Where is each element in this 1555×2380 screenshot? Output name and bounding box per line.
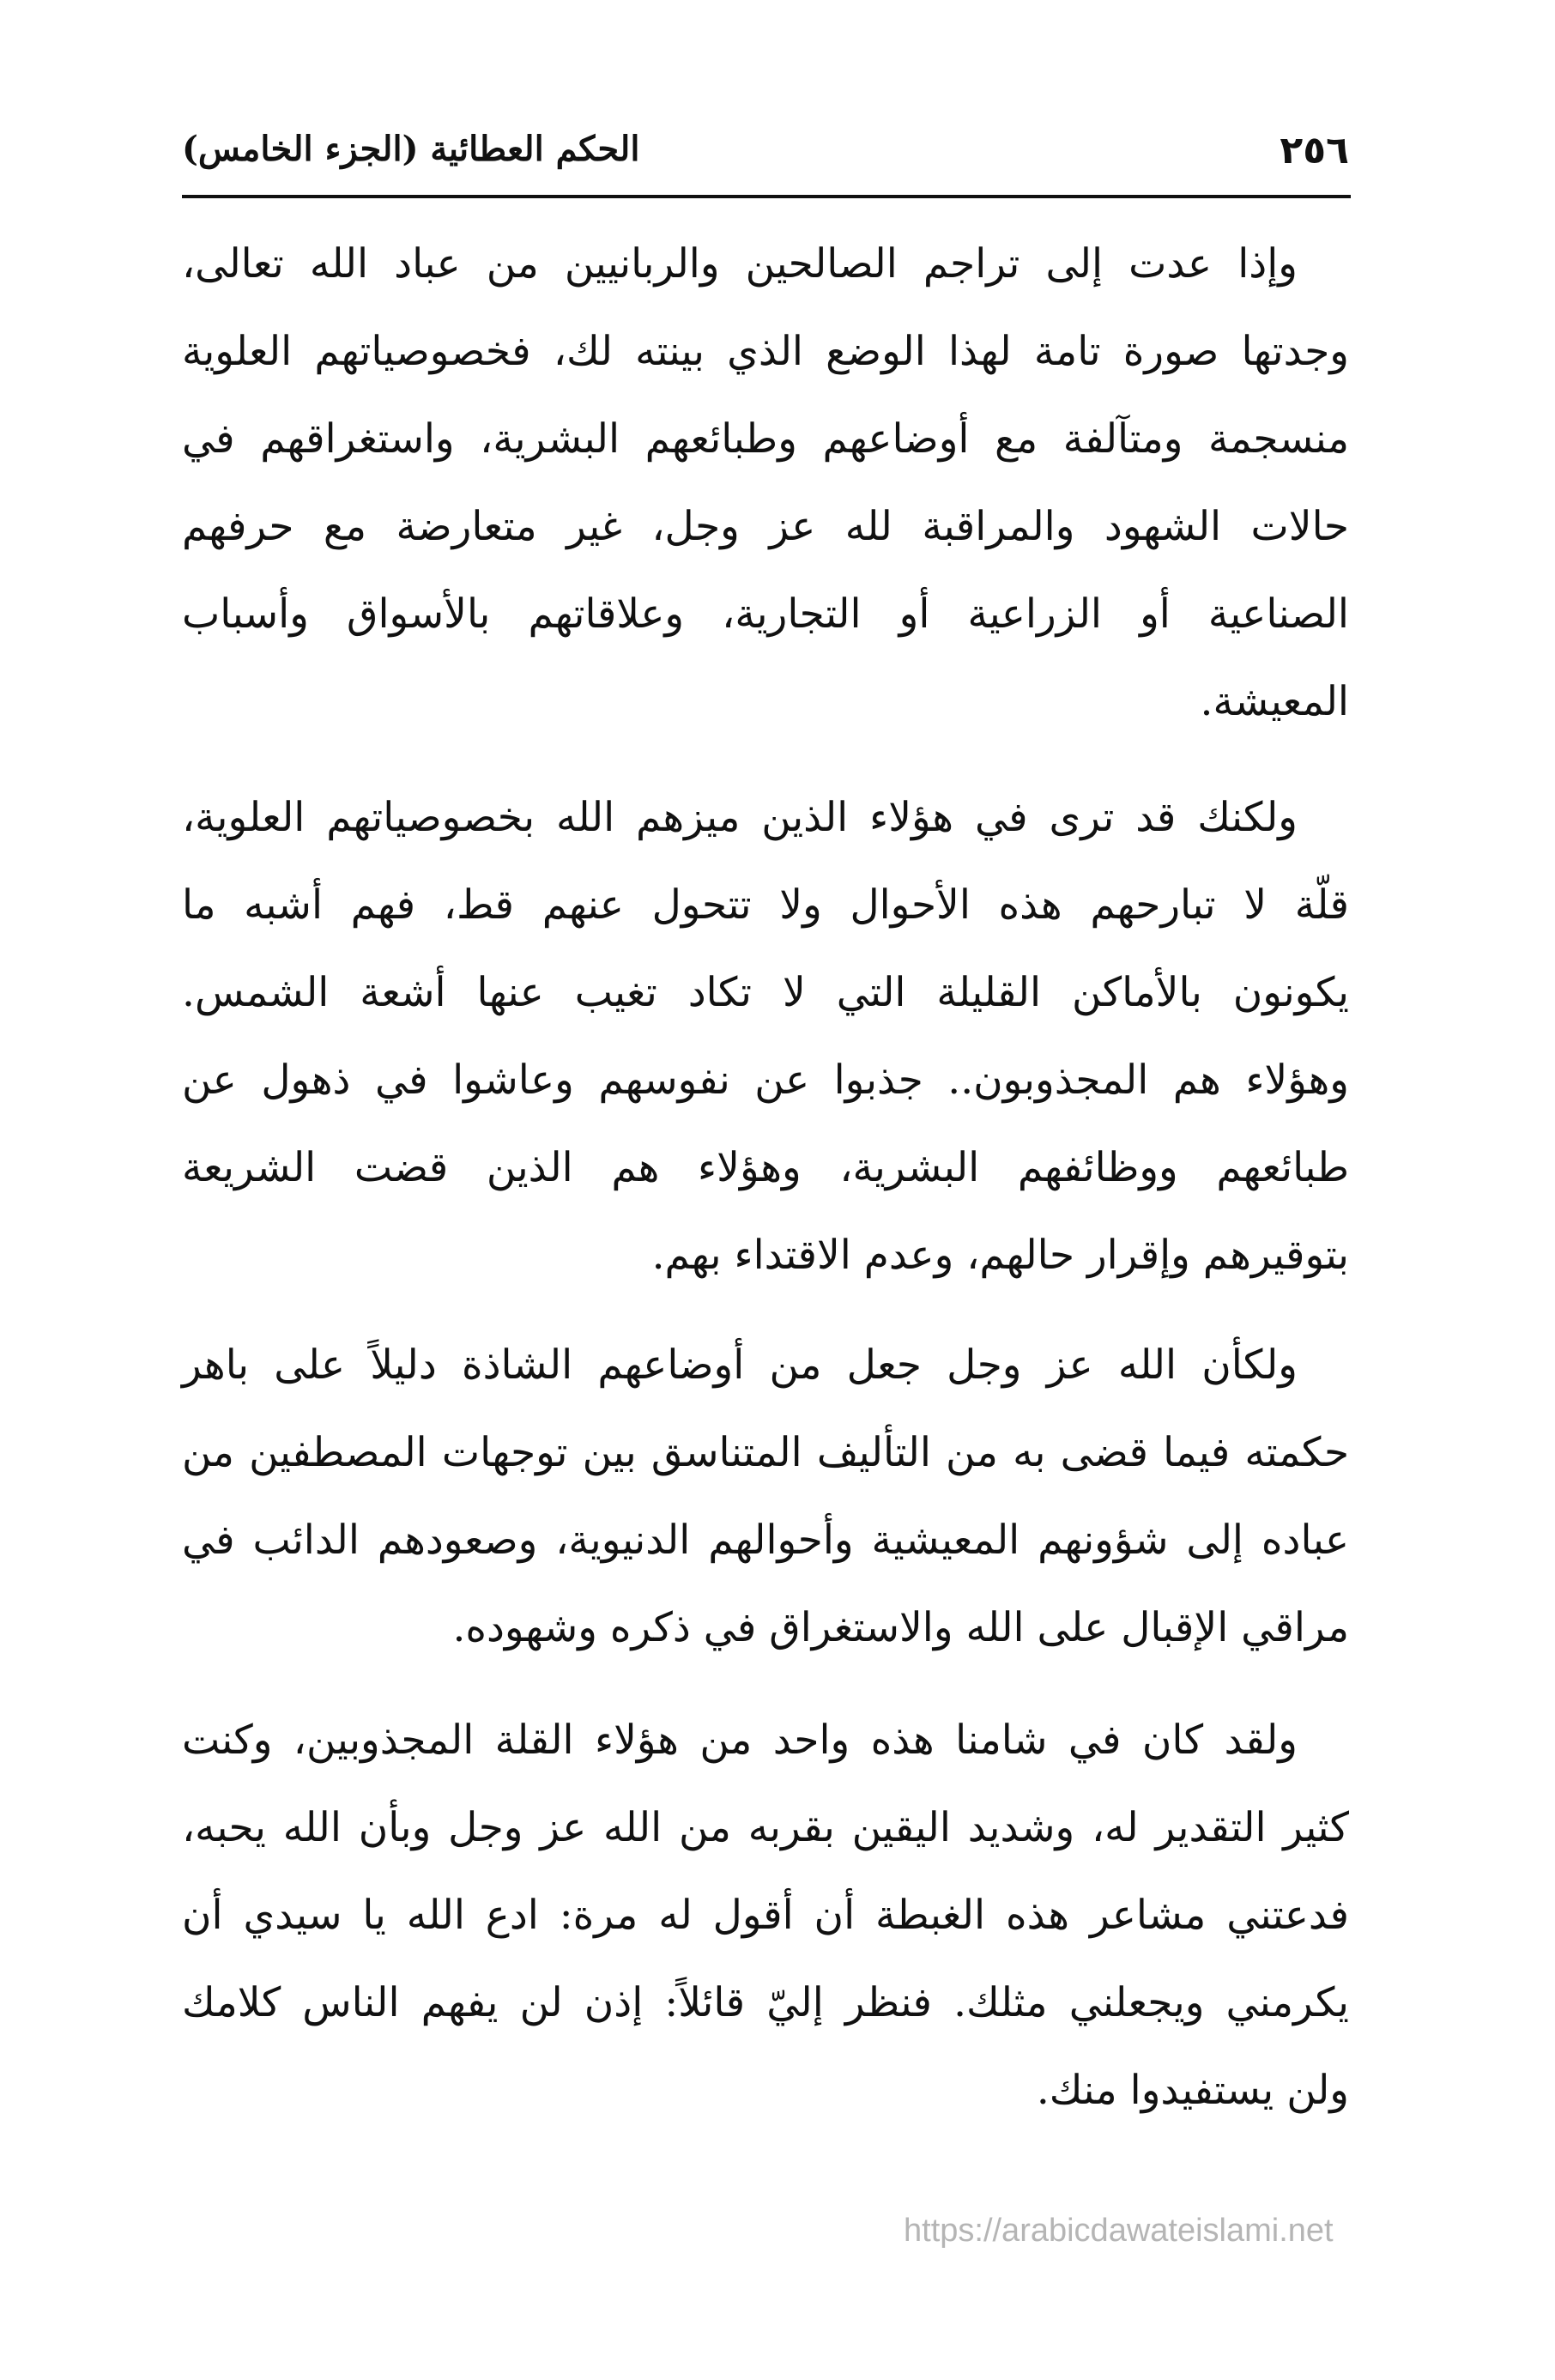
header-rule bbox=[182, 195, 1351, 198]
paragraph-3-line: ولكأن الله عز وجل جعل من أوضاعهم الشاذة دليلاً على باهر bbox=[182, 1341, 1298, 1389]
paragraph-2-line: قلّة لا تبارحهم هذه الأحوال ولا تتحول عنهم قط، فهم أشبه ما bbox=[182, 881, 1349, 929]
paragraph-1-line: حالات الشهود والمراقبة لله عز وجل، غير متعارضة مع حرفهم bbox=[182, 503, 1349, 550]
paragraph-4-line: ولن يستفيدوا منك. bbox=[1036, 2067, 1349, 2114]
paragraph-2-line: طبائعهم ووظائفهم البشرية، وهؤلاء هم الذين قضت الشريعة bbox=[182, 1144, 1349, 1191]
paragraph-2-line: وهؤلاء هم المجذوبون.. جذبوا عن نفوسهم وعاشوا في ذهول عن bbox=[182, 1057, 1349, 1104]
paragraph-4-line: كثير التقدير له، وشديد اليقين بقربه من الله عز وجل وبأن الله يحبه، bbox=[182, 1804, 1349, 1851]
paragraph-2-line: بتوقيرهم وإقرار حالهم، وعدم الاقتداء بهم. bbox=[651, 1232, 1349, 1279]
paragraph-1-line: منسجمة ومتآلفة مع أوضاعهم وطبائعهم البشرية، واستغراقهم في bbox=[182, 415, 1349, 463]
paragraph-3-line: حكمته فيما قضى به من التأليف المتناسق بين توجهات المصطفين من bbox=[182, 1429, 1349, 1476]
paragraph-1-line: المعيشة. bbox=[1200, 678, 1349, 725]
paragraph-1-line: وإذا عدت إلى تراجم الصالحين والربانيين من عباد الله تعالى، bbox=[182, 240, 1298, 288]
paragraph-4-line: ولقد كان في شامنا هذه واحد من هؤلاء القلة المجذوبين، وكنت bbox=[182, 1717, 1298, 1764]
page-number: ٢٥٦ bbox=[1280, 129, 1349, 173]
paragraph-1-line: وجدتها صورة تامة لهذا الوضع الذي بينته لك، فخصوصياتهم العلوية bbox=[182, 328, 1349, 375]
page-header bbox=[182, 129, 1349, 189]
paragraph-2-line: ولكنك قد ترى في هؤلاء الذين ميزهم الله بخصوصياتهم العلوية، bbox=[182, 794, 1298, 841]
running-title: الحكم العطائية (الجزء الخامس) bbox=[182, 129, 640, 169]
paragraph-3-line: مراقي الإقبال على الله والاستغراق في ذكره وشهوده. bbox=[452, 1604, 1349, 1651]
watermark-url: https://arabicdawateislami.net bbox=[904, 2213, 1334, 2249]
paragraph-2-line: يكونون بالأماكن القليلة التي لا تكاد تغيب عنها أشعة الشمس. bbox=[182, 969, 1349, 1016]
paragraph-3-line: عباده إلى شؤونهم المعيشية وأحوالهم الدنيوية، وصعودهم الدائب في bbox=[182, 1517, 1349, 1564]
paragraph-4-line: يكرمني ويجعلني مثلك. فنظر إليّ قائلاً: إذن لن يفهم الناس كلامك bbox=[182, 1979, 1349, 2026]
paragraph-1-line: الصناعية أو الزراعية أو التجارية، وعلاقاتهم بالأسواق وأسباب bbox=[182, 590, 1349, 638]
paragraph-4-line: فدعتني مشاعر هذه الغبطة أن أقول له مرة: ادع الله يا سيدي أن bbox=[182, 1892, 1349, 1939]
